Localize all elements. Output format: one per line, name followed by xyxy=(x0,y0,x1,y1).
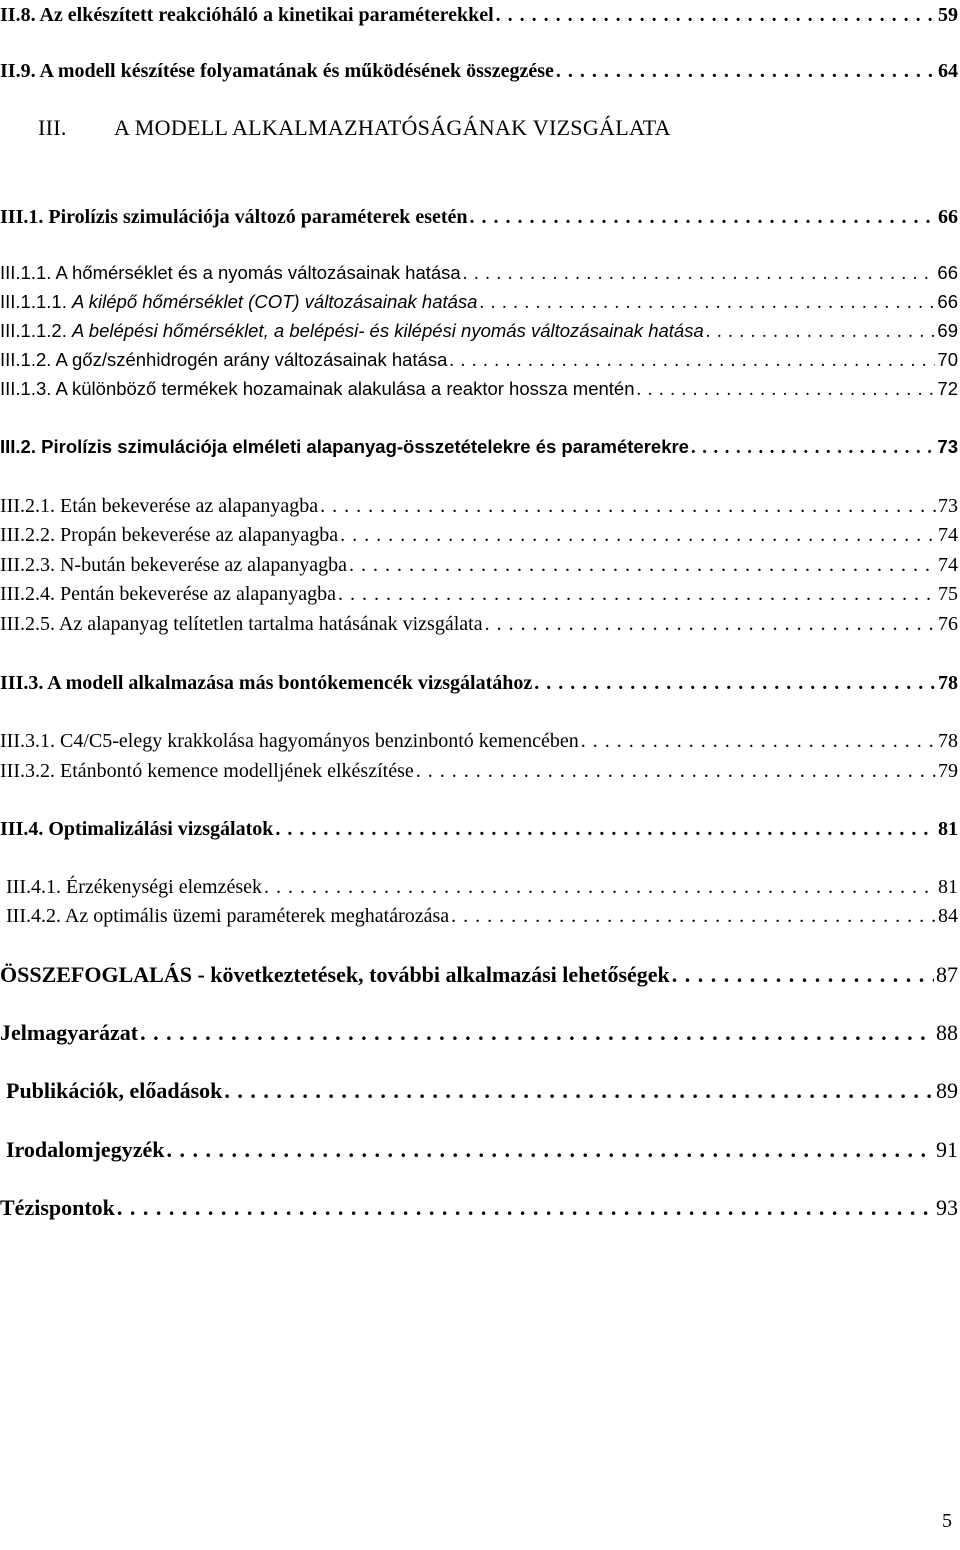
leader-dots xyxy=(340,522,936,548)
toc-section-title: Tézispontok xyxy=(0,1195,115,1220)
leader-dots xyxy=(449,348,935,374)
toc-entry-number: III.2. xyxy=(0,436,36,457)
toc-entry-title: A modell alkalmazása más bontókemencék vizsgálatához xyxy=(47,672,533,694)
toc-entry-page: 88 xyxy=(936,1020,958,1045)
toc-entry-page: 93 xyxy=(936,1195,958,1220)
toc-section-entry xyxy=(0,962,958,988)
toc-entry-page: 73 xyxy=(938,495,958,517)
toc-entry-page: 73 xyxy=(937,436,958,457)
leader-dots xyxy=(706,319,936,345)
toc-entry-page: 87 xyxy=(936,962,958,987)
toc-entry xyxy=(0,260,958,287)
toc-entry xyxy=(0,670,958,696)
leader-dots xyxy=(672,962,934,988)
toc-section-title: ÖSSZEFOGLALÁS - következtetések, további alkalmazási lehetőségek xyxy=(0,962,670,987)
toc-entry-page: 66 xyxy=(938,206,958,228)
toc-entry-page: 59 xyxy=(938,4,958,26)
toc-entry xyxy=(0,581,958,607)
toc-entry-number: III.1. xyxy=(0,206,44,228)
toc-entry-page: 75 xyxy=(938,583,958,605)
toc-entry xyxy=(0,318,958,345)
toc-entry xyxy=(0,289,958,316)
leader-dots xyxy=(479,290,935,316)
toc-entry-number: III.1.1. xyxy=(0,262,52,283)
toc-entry-page: 78 xyxy=(938,672,958,694)
toc-entry-page: 79 xyxy=(938,760,958,782)
toc-section-entry xyxy=(0,1020,958,1046)
toc-entry-number: II.8. xyxy=(0,4,36,26)
leader-dots xyxy=(166,1137,934,1163)
leader-dots xyxy=(264,874,936,900)
leader-dots xyxy=(338,581,936,607)
toc-entry xyxy=(0,2,958,28)
toc-entry xyxy=(0,816,958,842)
toc-entry-number: III.4. xyxy=(0,818,44,840)
toc-entry-page: 81 xyxy=(938,818,958,840)
toc-entry xyxy=(0,611,958,637)
toc-entry-page: 70 xyxy=(937,349,958,370)
toc-entry-title: Érzékenységi elemzések xyxy=(65,876,262,898)
toc-entry xyxy=(0,58,958,84)
leader-dots xyxy=(556,58,936,84)
toc-section-title: Jelmagyarázat xyxy=(0,1020,139,1045)
toc-entry-number: III.2.2. xyxy=(0,524,55,546)
toc-entry-title: Propán bekeverése az alapanyagba xyxy=(59,524,339,546)
toc-entry-page: 64 xyxy=(938,60,958,82)
toc-entry-number: III.3. xyxy=(0,672,44,694)
toc-entry-title: Az elkészített reakcióháló a kinetikai paraméterekkel xyxy=(39,4,494,26)
leader-dots xyxy=(224,1078,934,1104)
toc-entry-number: III.1.1.2. xyxy=(0,320,67,341)
toc-entry-number: III.2.1. xyxy=(0,495,55,517)
toc-entry-title: Pentán bekeverése az alapanyagba xyxy=(59,583,336,605)
leader-dots xyxy=(691,435,935,461)
toc-entry-title: Pirolízis szimulációja elméleti alapanyag-összetételekre és paraméterekre xyxy=(41,436,689,457)
toc-entry xyxy=(0,728,958,754)
toc-entry-title: A modell készítése folyamatának és működésének összegzése xyxy=(39,60,554,82)
toc-entry-title: Az optimális üzemi paraméterek meghatározása xyxy=(64,905,450,927)
toc-section-title: Publikációk, előadások xyxy=(6,1078,223,1103)
toc-entry xyxy=(0,522,958,548)
toc-entry-page: 76 xyxy=(938,613,958,635)
toc-entry-number: III.1.3. xyxy=(0,378,52,399)
toc-section-entry xyxy=(0,1195,958,1221)
toc-entry xyxy=(0,552,958,578)
toc-entry-page: 66 xyxy=(937,291,958,312)
toc-entry-page: 91 xyxy=(936,1137,958,1162)
toc-entry-number: III.1.1.1. xyxy=(0,291,67,312)
leader-dots xyxy=(117,1195,934,1221)
toc-entry-page: 72 xyxy=(937,378,958,399)
toc-entry-number: III.2.3. xyxy=(0,554,55,576)
leader-dots xyxy=(581,728,936,754)
toc-entry-title: Az alapanyag telítetlen tartalma hatásának vizsgálata xyxy=(58,613,483,635)
toc-entry xyxy=(0,204,958,230)
toc-entry-title: C4/C5-elegy krakkolása hagyományos benzinbontó kemencében xyxy=(59,730,579,752)
toc-entry xyxy=(0,376,958,403)
toc-entry-title: Etán bekeverése az alapanyagba xyxy=(59,495,319,517)
leader-dots xyxy=(470,204,936,230)
toc-entry xyxy=(0,493,958,519)
toc-section-entry xyxy=(6,1078,958,1104)
toc-entry-number: II.9. xyxy=(0,60,36,82)
toc-entry-title: Pirolízis szimulációja változó paraméterek esetén xyxy=(48,206,468,228)
chapter-title: A MODELL ALKALMAZHATÓSÁGÁNAK VIZSGÁLATA xyxy=(114,115,671,140)
toc-entry-page: 74 xyxy=(938,554,958,576)
leader-dots xyxy=(140,1020,934,1046)
toc-entry xyxy=(6,903,958,929)
toc-entry-title: Etánbontó kemence modelljének elkészítése xyxy=(59,760,414,782)
toc-entry xyxy=(0,347,958,374)
chapter-heading xyxy=(38,114,671,142)
leader-dots xyxy=(496,2,936,28)
leader-dots xyxy=(275,816,936,842)
toc-entry-page: 78 xyxy=(938,730,958,752)
page-number: 5 xyxy=(942,1510,952,1532)
toc-entry-title: A különböző termékek hozamainak alakulása a reaktor hossza mentén xyxy=(55,378,635,399)
toc-entry xyxy=(6,874,958,900)
toc-entry-number: III.4.1. xyxy=(6,876,61,898)
leader-dots xyxy=(320,493,936,519)
toc-entry-page: 66 xyxy=(937,262,958,283)
toc-entry-number: III.1.2. xyxy=(0,349,52,370)
toc-entry-number: III.2.4. xyxy=(0,583,55,605)
leader-dots xyxy=(485,611,936,637)
leader-dots xyxy=(416,758,936,784)
leader-dots xyxy=(534,670,936,696)
leader-dots xyxy=(349,552,936,578)
toc-entry-title: N-bután bekeverése az alapanyagba xyxy=(59,554,348,576)
toc-entry-number: III.3.2. xyxy=(0,760,55,782)
toc-entry-page: 84 xyxy=(938,905,958,927)
toc-entry-title: Optimalizálási vizsgálatok xyxy=(48,818,274,840)
toc-entry-number: III.3.1. xyxy=(0,730,55,752)
toc-entry-title: A gőz/szénhidrogén arány változásainak hatása xyxy=(55,349,448,370)
toc-entry-page: 89 xyxy=(936,1078,958,1103)
toc-entry-number: III.2.5. xyxy=(0,613,55,635)
leader-dots xyxy=(637,377,936,403)
toc-entry-title: A belépési hőmérséklet, a belépési- és kilépési nyomás változásainak hatása xyxy=(72,320,704,341)
toc-section-title: Irodalomjegyzék xyxy=(6,1137,165,1162)
toc-section-entry xyxy=(6,1137,958,1163)
leader-dots xyxy=(451,903,936,929)
toc-entry-page: 69 xyxy=(937,320,958,341)
toc-entry xyxy=(0,434,958,461)
toc-entry-title: A hőmérséklet és a nyomás változásainak hatása xyxy=(55,262,461,283)
leader-dots xyxy=(463,261,936,287)
toc-entry-page: 74 xyxy=(938,524,958,546)
toc-entry-page: 81 xyxy=(938,876,958,898)
chapter-number: III. xyxy=(38,115,67,140)
toc-entry-number: III.4.2. xyxy=(6,905,61,927)
toc-entry xyxy=(0,758,958,784)
toc-entry-title: A kilépő hőmérséklet (COT) változásainak hatása xyxy=(72,291,478,312)
